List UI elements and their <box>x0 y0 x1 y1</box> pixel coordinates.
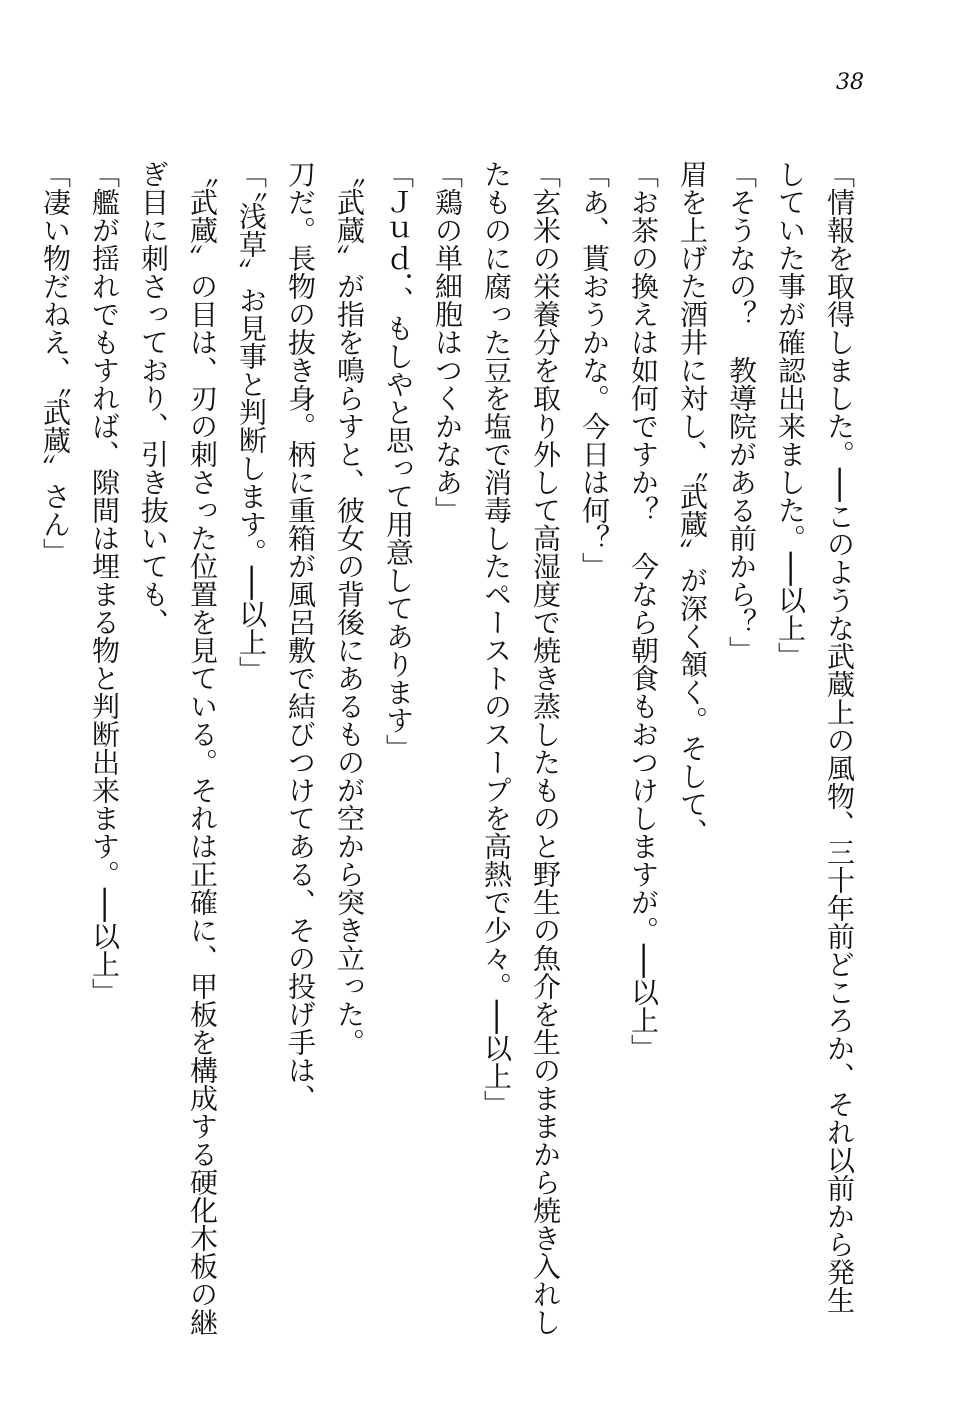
text-line: 「そうなの？ 教導院がある前から？」 <box>725 160 758 664</box>
text-line: 刀だ。長物の抜き身。柄に重箱が風呂敷で結びつけてある、その投げ手は、 <box>284 160 317 1112</box>
text-line: 「〝浅草〟お見事と判断します。──以上」 <box>235 160 268 684</box>
text-line: 「Ｊｕｄ．、もしやと思って用意してあります」 <box>382 160 415 762</box>
page-number: 38 <box>836 70 864 95</box>
text-line: 「あ、貰おうかな。今日は何？」 <box>578 160 611 580</box>
text-line: ぎ目に刺さっており、引き抜いても、 <box>137 160 170 636</box>
text-line: 「鶏の単細胞はつくかなあ」 <box>431 160 464 524</box>
text-line: 〝武蔵〟の目は、刃の刺さった位置を見ている。それは正確に、甲板を構成する硬化木板の継 <box>186 160 219 1336</box>
vertical-text-body <box>39 160 864 1336</box>
text-line: 「情報を取得しました。──このような武蔵上の風物、三十年前どころか、それ以前から発生 <box>823 160 856 1314</box>
text-line: 「玄米の栄養分を取り外して高湿度で焼き蒸したものと野生の魚介を生のままから焼き入れし <box>529 160 562 1336</box>
text-line: 〝武蔵〟が指を鳴らすと、彼女の背後にあるものが空から突き立った。 <box>333 160 366 1056</box>
text-line: 眉を上げた酒井に対し、〝武蔵〟が深く頷く。そして、 <box>676 160 709 846</box>
text-line: 「艦が揺れでもすれば、隙間は埋まる物と判断出来ます。──以上」 <box>88 160 121 1006</box>
text-line: 「凄い物だねえ、〝武蔵〟さん」 <box>39 160 72 566</box>
text-line: 「お茶の換えは如何ですか？ 今なら朝食もおつけしますが。──以上」 <box>627 160 660 1062</box>
text-line: していた事が確認出来ました。──以上」 <box>774 160 807 670</box>
text-line: たものに腐った豆を塩で消毒したペーストのスープを高熱で少々。──以上」 <box>480 160 513 1118</box>
